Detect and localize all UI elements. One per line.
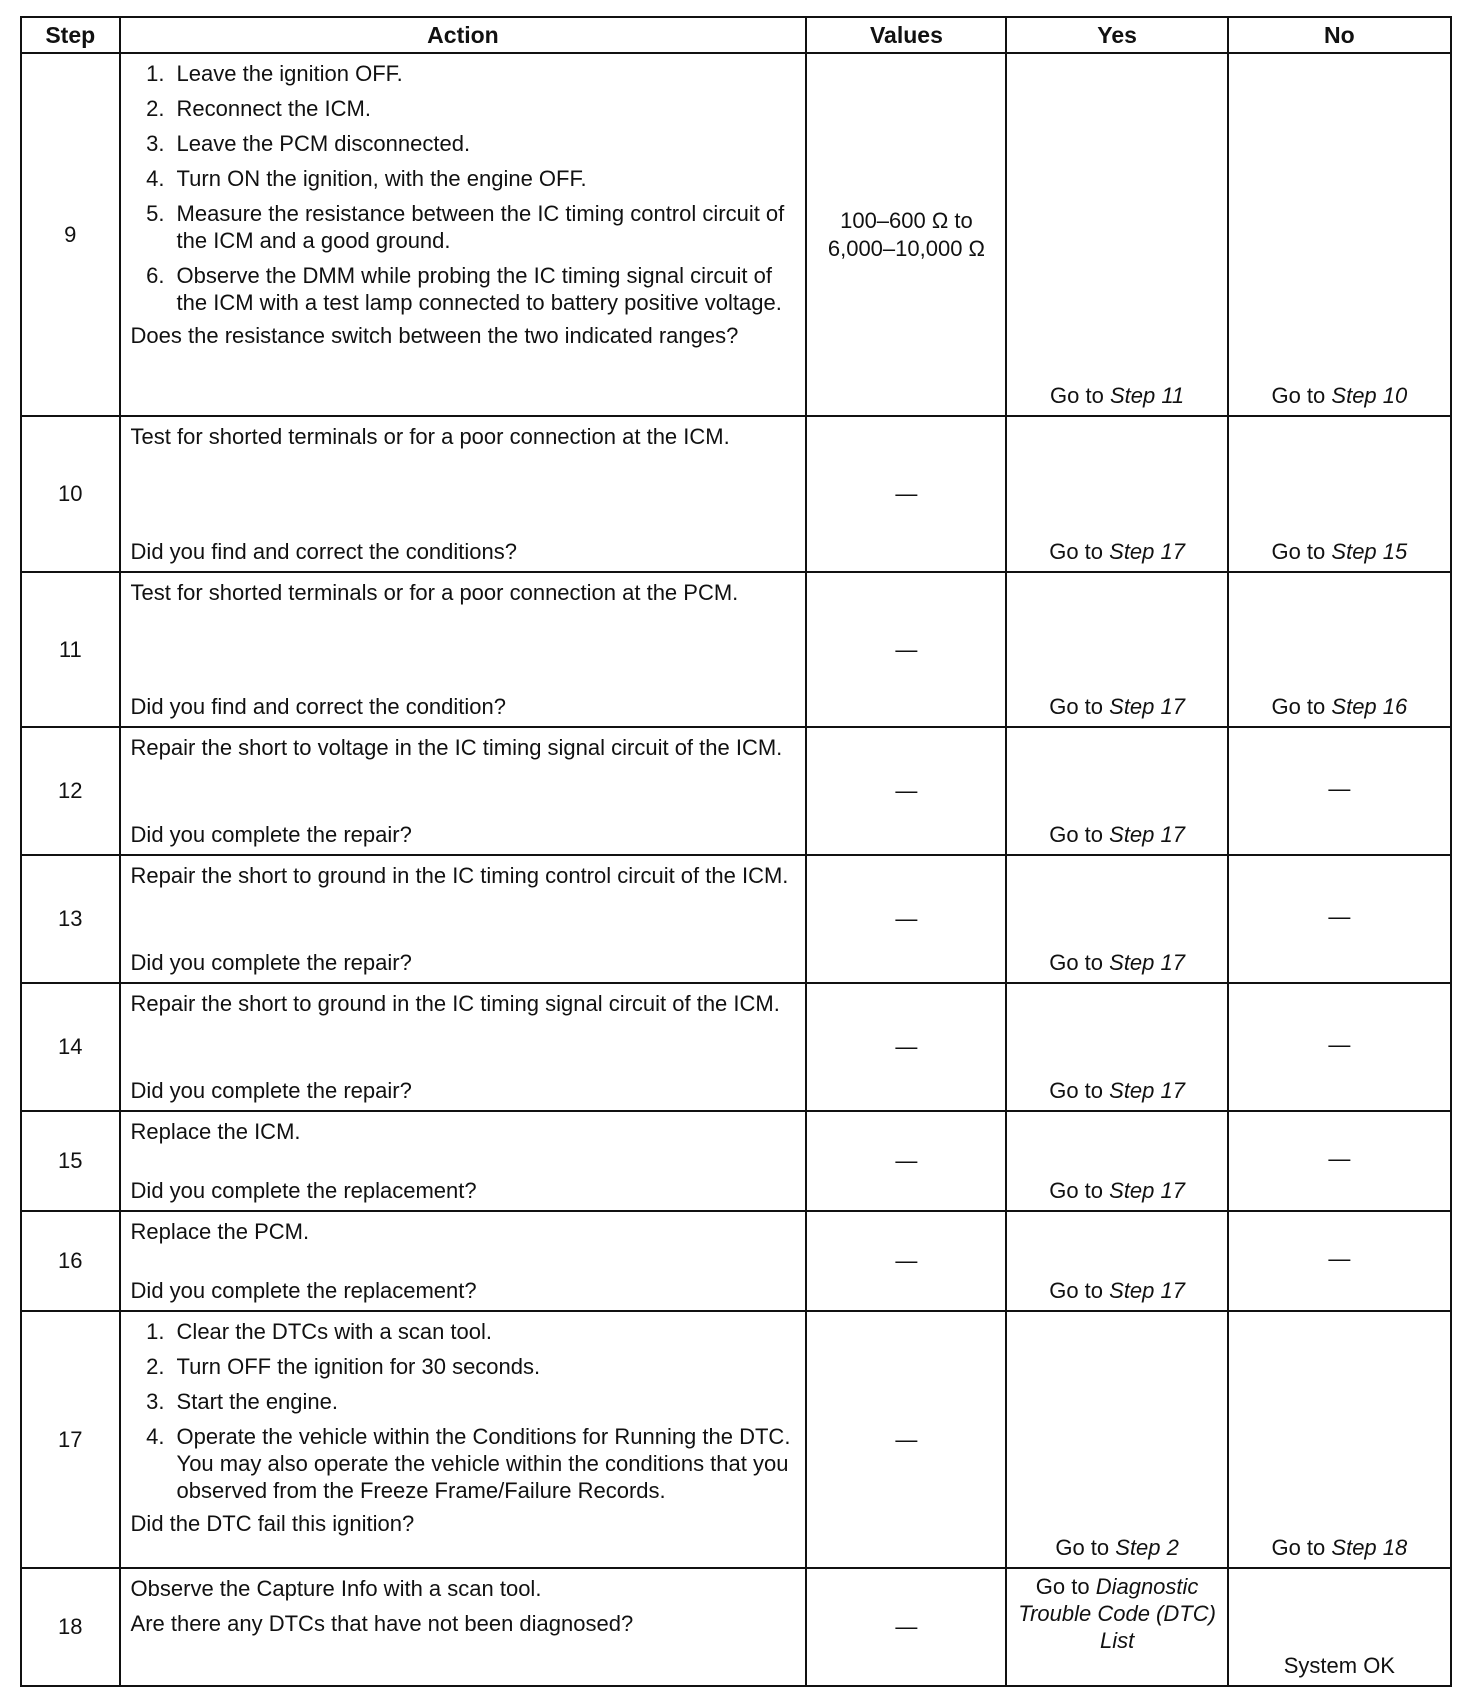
header-row [21,17,1451,53]
action-cell [120,572,807,727]
step-number: 12 [21,727,120,855]
action-text: Test for shorted terminals or for a poor connection at the PCM. [130,580,739,605]
step-number: 10 [21,416,120,572]
yes-cell [1006,416,1227,572]
diagnostic-table [20,16,1452,1687]
list-item: 6. Observe the DMM while probing the IC timing signal circuit of the ICM with a test lamp connected to battery positive voltage. [171,262,796,316]
action-cell [120,983,807,1111]
list-item: 4. Turn ON the ignition, with the engine OFF. [171,165,796,192]
list-item: 1. Leave the ignition OFF. [171,60,796,87]
action-cell [120,1111,807,1211]
list-item: 2. Turn OFF the ignition for 30 seconds. [171,1353,796,1380]
yes-cell [1006,53,1227,416]
table-row-step-15 [21,1111,1451,1211]
no-step-link[interactable]: Step 15 [1331,539,1408,564]
yes-step-link[interactable]: Step 17 [1109,694,1185,719]
step-number: 15 [21,1111,120,1211]
action-steps-list [131,1318,796,1504]
values-cell: — [806,416,1006,572]
value-range-line2: 6,000–10,000 Ω [827,235,985,261]
yes-prefix: Go to [1049,1078,1104,1103]
action-question: Did you complete the repair? [130,950,412,975]
step-number: 16 [21,1211,120,1311]
yes-step-link[interactable]: Step 17 [1109,1278,1185,1303]
action-text: Replace the PCM. [130,1219,310,1244]
yes-cell [1006,572,1227,727]
action-cell [120,1311,807,1568]
yes-step-link[interactable]: Step 17 [1109,950,1185,975]
no-step-link[interactable]: Step 10 [1331,383,1408,408]
no-prefix: Go to [1271,694,1326,719]
step-number: 14 [21,983,120,1111]
values-cell: — [806,1568,1006,1686]
no-prefix: Go to [1271,1535,1326,1560]
yes-cell [1006,983,1227,1111]
yes-prefix: Go to [1049,822,1104,847]
yes-cell [1006,1111,1227,1211]
yes-step-link[interactable]: Step 17 [1109,1078,1185,1103]
yes-prefix: Go to [1035,1574,1090,1599]
values-cell [806,53,1006,416]
action-text: Repair the short to ground in the IC timing signal circuit of the ICM. [130,991,780,1016]
no-cell [1228,416,1451,572]
no-cell [1228,53,1451,416]
yes-step-link[interactable]: Step 11 [1109,383,1185,408]
table-row-step-14 [21,983,1451,1111]
table-row-step-13 [21,855,1451,983]
yes-step-link[interactable]: Step 17 [1109,539,1185,564]
table-row-step-9 [21,53,1451,416]
action-question: Did you find and correct the condition? [130,694,506,719]
yes-prefix: Go to [1049,539,1104,564]
list-item: 2. Reconnect the ICM. [171,95,796,122]
yes-prefix: Go to [1049,950,1104,975]
action-question: Did you complete the repair? [130,822,412,847]
yes-cell [1006,1211,1227,1311]
yes-prefix: Go to [1050,383,1104,408]
table-row-step-16 [21,1211,1451,1311]
step-number: 17 [21,1311,120,1568]
table-row-step-10 [21,416,1451,572]
yes-step-link[interactable]: Step 17 [1109,1178,1185,1203]
header-step: Step [21,17,120,53]
action-question: Did the DTC fail this ignition? [130,1511,415,1536]
list-item: 5. Measure the resistance between the IC timing control circuit of the ICM and a good ground. [171,200,796,254]
list-item: 1. Clear the DTCs with a scan tool. [171,1318,796,1345]
values-cell: — [806,572,1006,727]
action-question: Does the resistance switch between the two indicated ranges? [130,323,739,348]
action-question: Did you complete the replacement? [130,1178,477,1203]
action-text: Observe the Capture Info with a scan tool. [130,1576,542,1601]
table-row-step-11 [21,572,1451,727]
table-row-step-18 [21,1568,1451,1686]
table-row-step-12 [21,727,1451,855]
action-cell [120,1211,807,1311]
action-question: Are there any DTCs that have not been diagnosed? [130,1611,634,1636]
step-number: 18 [21,1568,120,1686]
no-prefix: Go to [1271,539,1326,564]
yes-prefix: Go to [1055,1535,1110,1560]
action-text: Repair the short to ground in the IC timing control circuit of the ICM. [130,863,789,888]
list-item: 4. Operate the vehicle within the Conditions for Running the DTC. You may also operate the vehicle within the conditions that you observed from the Freeze Frame/Failure Records. [171,1423,796,1504]
no-cell: — [1228,855,1451,983]
action-question: Did you complete the replacement? [130,1278,477,1303]
list-item: 3. Start the engine. [171,1388,796,1415]
value-range-line1: 100–600 Ω to [840,207,973,233]
yes-cell [1006,1311,1227,1568]
no-cell: System OK [1228,1568,1451,1686]
yes-step-link[interactable]: Step 2 [1115,1535,1179,1560]
no-cell: — [1228,983,1451,1111]
yes-dtc-list-link[interactable]: Diagnostic Trouble Code (DTC) List [1018,1574,1216,1653]
action-cell [120,855,807,983]
header-yes: Yes [1006,17,1227,53]
diagnostic-table-container [20,16,1452,1687]
header-action: Action [120,17,807,53]
header-values: Values [806,17,1006,53]
no-cell [1228,1311,1451,1568]
table-row-step-17 [21,1311,1451,1568]
action-text: Repair the short to voltage in the IC timing signal circuit of the ICM. [130,735,783,760]
no-cell: — [1228,1211,1451,1311]
action-question: Did you find and correct the conditions? [130,539,517,564]
yes-cell [1006,855,1227,983]
values-cell: — [806,727,1006,855]
no-step-link[interactable]: Step 18 [1331,1535,1408,1560]
header-no: No [1228,17,1451,53]
action-cell [120,416,807,572]
yes-prefix: Go to [1049,694,1104,719]
action-text: Replace the ICM. [130,1119,301,1144]
yes-cell [1006,1568,1227,1686]
action-cell [120,1568,807,1686]
action-text: Test for shorted terminals or for a poor connection at the ICM. [130,424,730,449]
list-item: 3. Leave the PCM disconnected. [171,130,796,157]
yes-prefix: Go to [1049,1178,1104,1203]
action-question: Did you complete the repair? [130,1078,412,1103]
step-number: 13 [21,855,120,983]
no-cell: — [1228,727,1451,855]
step-number: 11 [21,572,120,727]
no-prefix: Go to [1271,383,1326,408]
values-cell: — [806,1111,1006,1211]
no-step-link[interactable]: Step 16 [1331,694,1408,719]
action-cell [120,727,807,855]
values-cell: — [806,983,1006,1111]
values-cell: — [806,1311,1006,1568]
values-cell: — [806,855,1006,983]
action-steps-list [131,60,796,316]
yes-step-link[interactable]: Step 17 [1109,822,1185,847]
step-number: 9 [21,53,120,416]
no-cell [1228,572,1451,727]
yes-prefix: Go to [1049,1278,1104,1303]
no-cell: — [1228,1111,1451,1211]
action-cell [120,53,807,416]
yes-cell [1006,727,1227,855]
values-cell: — [806,1211,1006,1311]
